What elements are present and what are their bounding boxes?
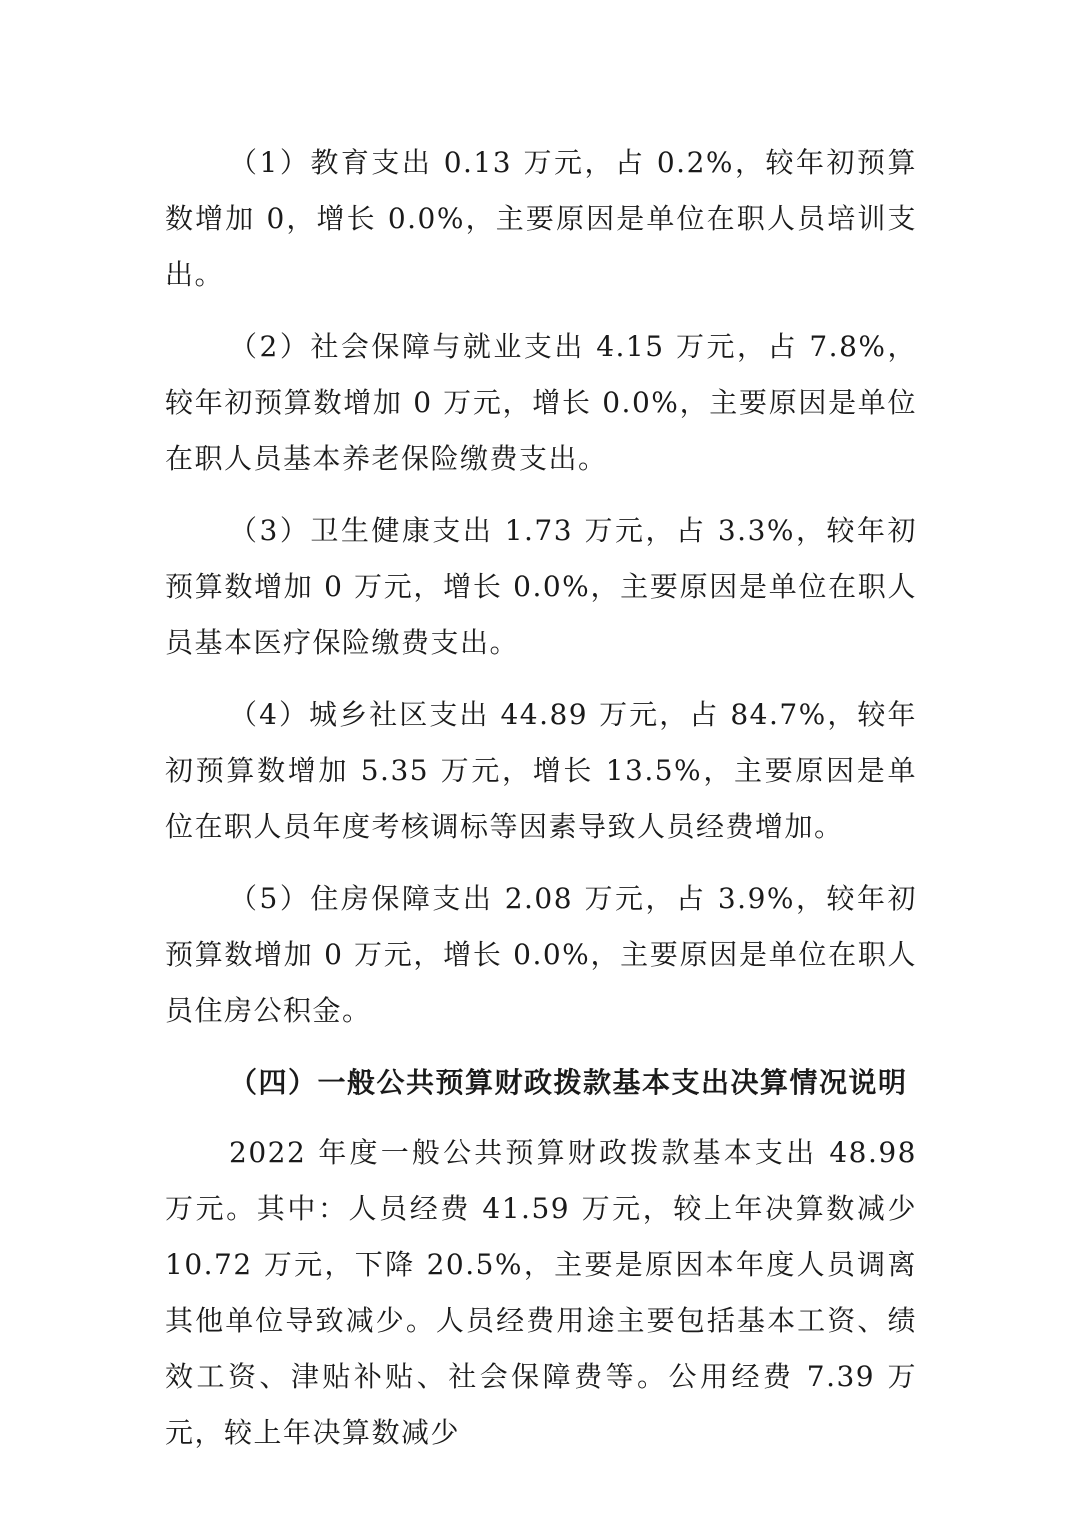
paragraph-urban-rural-community-expense: （4）城乡社区支出 44.89 万元，占 84.7%，较年初预算数增加 5.35 万元，增长 13.5%，主要原因是单位在职人员年度考核调标等因素导致人员经费增加。	[165, 698, 917, 843]
document-page	[165, 135, 917, 1477]
paragraph-basic-expenditure-summary: 2022 年度一般公共预算财政拨款基本支出 48.98 万元。其中：人员经费 41.59 万元，较上年决算数减少 10.72 万元，下降 20.5%，主要是原因本年度人员调离其他单位导致减少。人员经费用途主要包括基本工资、绩效工资、津贴补贴、社会保障费等。公用经费 7.39 万元，较上年决算数减少	[165, 1136, 917, 1449]
paragraph-health-expense: （3）卫生健康支出 1.73 万元，占 3.3%，较年初预算数增加 0 万元，增长 0.0%，主要原因是单位在职人员基本医疗保险缴费支出。	[165, 514, 917, 659]
paragraph-social-security-expense: （2）社会保障与就业支出 4.15 万元，占 7.8%，较年初预算数增加 0 万元，增长 0.0%，主要原因是单位在职人员基本养老保险缴费支出。	[165, 330, 917, 475]
paragraph-housing-security-expense: （5）住房保障支出 2.08 万元，占 3.9%，较年初预算数增加 0 万元，增长 0.0%，主要原因是单位在职人员住房公积金。	[165, 882, 917, 1027]
paragraph-education-expense: （1）教育支出 0.13 万元，占 0.2%，较年初预算数增加 0，增长 0.0%，主要原因是单位在职人员培训支出。	[165, 146, 917, 291]
section-heading: （四）一般公共预算财政拨款基本支出决算情况说明	[229, 1066, 908, 1099]
